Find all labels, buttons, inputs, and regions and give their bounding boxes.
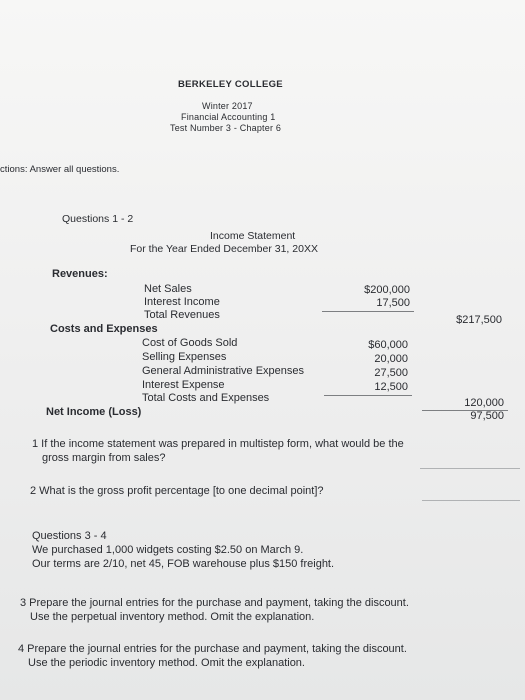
- total-costs-label: Total Costs and Expenses: [142, 392, 270, 404]
- test-title: Test Number 3 - Chapter 6: [170, 123, 282, 133]
- questions-3-4-label: Questions 3 - 4: [32, 530, 107, 542]
- selling-expenses-label: Selling Expenses: [142, 351, 227, 363]
- directions: ctions: Answer all questions.: [0, 164, 120, 175]
- interest-income-label: Interest Income: [144, 296, 220, 308]
- question-1-line-1: 1 If the income statement was prepared in multistep form, what would be the: [32, 438, 404, 450]
- question-3-line-2: Use the perpetual inventory method. Omit the explanation.: [30, 611, 315, 623]
- cogs-label: Cost of Goods Sold: [142, 337, 238, 349]
- costs-subtotal-rule: [324, 395, 412, 396]
- questions-1-2-label: Questions 1 - 2: [62, 213, 134, 225]
- terms-text: Our terms are 2/10, net 45, FOB warehouse plus $150 freight.: [32, 558, 335, 570]
- net-income-amount: 97,500: [470, 410, 504, 422]
- general-admin-amount: 27,500: [374, 367, 408, 379]
- interest-income-amount: 17,500: [376, 297, 410, 309]
- question-2: 2 What is the gross profit percentage [to one decimal point]?: [30, 485, 324, 497]
- question-4-line-1: 4 Prepare the journal entries for the purchase and payment, taking the discount.: [18, 643, 407, 655]
- course-name: Financial Accounting 1: [181, 112, 276, 122]
- revenues-heading: Revenues:: [52, 268, 108, 280]
- interest-expense-label: Interest Expense: [142, 379, 225, 391]
- general-admin-label: General Administrative Expenses: [142, 365, 305, 377]
- answer-blank-2: [422, 500, 520, 501]
- interest-expense-amount: 12,500: [374, 381, 408, 393]
- question-3-line-1: 3 Prepare the journal entries for the purchase and payment, taking the discount.: [20, 597, 409, 609]
- total-costs-amount: 120,000: [464, 397, 504, 409]
- revenue-subtotal-rule: [322, 311, 414, 312]
- statement-period: For the Year Ended December 31, 20XX: [130, 243, 318, 255]
- term: Winter 2017: [202, 101, 253, 111]
- answer-blank-1: [420, 468, 520, 469]
- costs-heading: Costs and Expenses: [50, 323, 158, 335]
- question-4-line-2: Use the periodic inventory method. Omit the explanation.: [28, 657, 305, 669]
- question-1-line-2: gross margin from sales?: [42, 452, 166, 464]
- net-sales-label: Net Sales: [144, 283, 192, 295]
- total-revenues-label: Total Revenues: [144, 309, 220, 321]
- selling-expenses-amount: 20,000: [374, 353, 408, 365]
- net-sales-amount: $200,000: [364, 284, 410, 296]
- total-revenues-amount: $217,500: [456, 314, 502, 326]
- cogs-amount: $60,000: [368, 339, 408, 351]
- net-income-label: Net Income (Loss): [46, 406, 142, 418]
- statement-title: Income Statement: [210, 230, 296, 242]
- college-name: BERKELEY COLLEGE: [178, 79, 283, 90]
- widgets-purchase-text: We purchased 1,000 widgets costing $2.50 on March 9.: [32, 544, 304, 556]
